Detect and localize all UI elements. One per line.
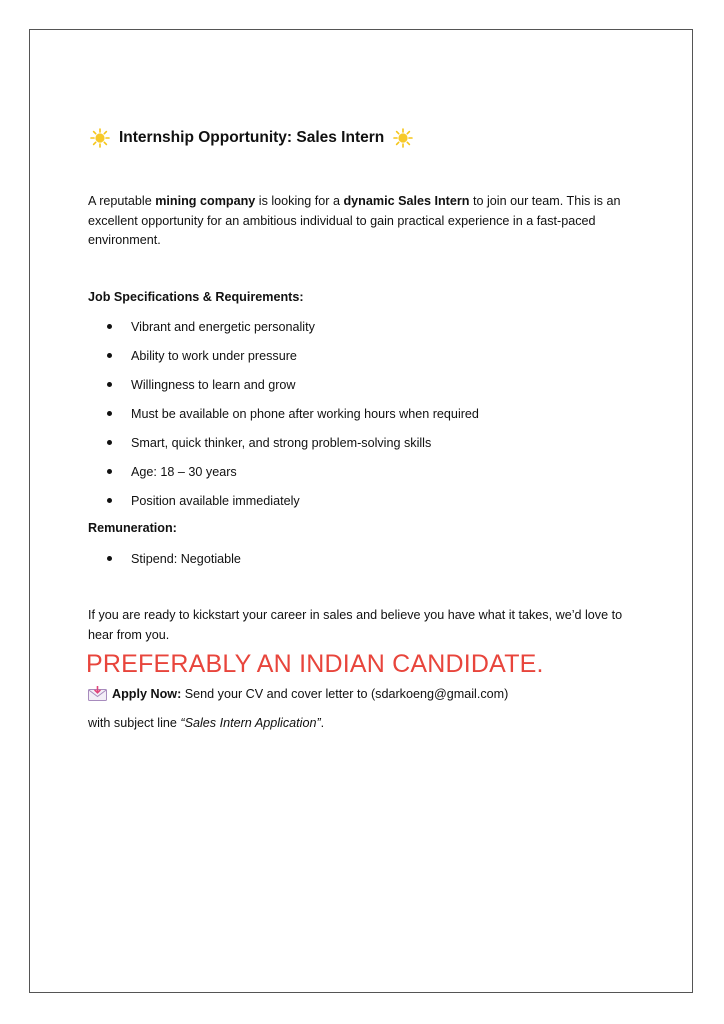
list-item (107, 312, 479, 341)
envelope-icon (88, 686, 107, 701)
list-item-text: Ability to work under pressure (131, 348, 297, 363)
list-item-text: Position available immediately (131, 493, 300, 508)
list-item-text: Vibrant and energetic personality (131, 319, 315, 334)
list-item (107, 370, 479, 399)
list-item-text: Smart, quick thinker, and strong problem-solving skills (131, 435, 432, 450)
list-item-text: Age: 18 – 30 years (131, 464, 237, 479)
sun-icon (90, 128, 110, 148)
page-title: Internship Opportunity: Sales Intern (119, 129, 385, 146)
list-item-text: Stipend: Negotiable (131, 551, 241, 566)
bullet-icon (107, 411, 112, 416)
list-item (107, 341, 479, 370)
list-item (107, 428, 479, 457)
intro-text: to join our team. This is an excellent opportunity for an ambitious individual to gain practical experience in a fast-paced environment. (88, 194, 621, 247)
intro-paragraph (88, 192, 648, 251)
list-item (107, 457, 479, 486)
overlay-annotation: PREFERABLY AN INDIAN CANDIDATE. (86, 650, 544, 678)
list-item-text: Must be available on phone after working hours when required (131, 406, 479, 421)
apply-text: Send your CV and cover letter to (sdarkoeng@gmail.com) (181, 686, 509, 701)
remuneration-heading: Remuneration: (88, 521, 177, 535)
subject-prefix: with subject line (88, 716, 181, 730)
list-item-text: Willingness to learn and grow (131, 377, 296, 392)
bullet-icon (107, 469, 112, 474)
bullet-icon (107, 353, 112, 358)
bullet-icon (107, 498, 112, 503)
intro-text: is looking for a (255, 194, 344, 208)
title-row (90, 128, 413, 148)
requirements-heading: Job Specifications & Requirements: (88, 290, 304, 304)
apply-row (88, 686, 508, 701)
bullet-icon (107, 382, 112, 387)
subject-line (88, 716, 324, 730)
bullet-icon (107, 324, 112, 329)
intro-text: A reputable (88, 194, 156, 208)
list-item (107, 486, 479, 515)
list-item (107, 544, 241, 573)
sun-icon (393, 128, 413, 148)
closing-paragraph: If you are ready to kickstart your career in sales and believe you have what it takes, we’d love to hear from you. (88, 608, 623, 642)
requirements-list (107, 312, 479, 515)
subject-text: “Sales Intern Application” (180, 716, 321, 730)
remuneration-list (107, 544, 241, 573)
bullet-icon (107, 440, 112, 445)
bullet-icon (107, 556, 112, 561)
subject-suffix: . (320, 716, 325, 730)
intro-bold-company: mining company (155, 194, 256, 208)
intro-bold-role: dynamic Sales Intern (343, 194, 470, 208)
list-item (107, 399, 479, 428)
apply-now-label: Apply Now: (112, 686, 182, 701)
